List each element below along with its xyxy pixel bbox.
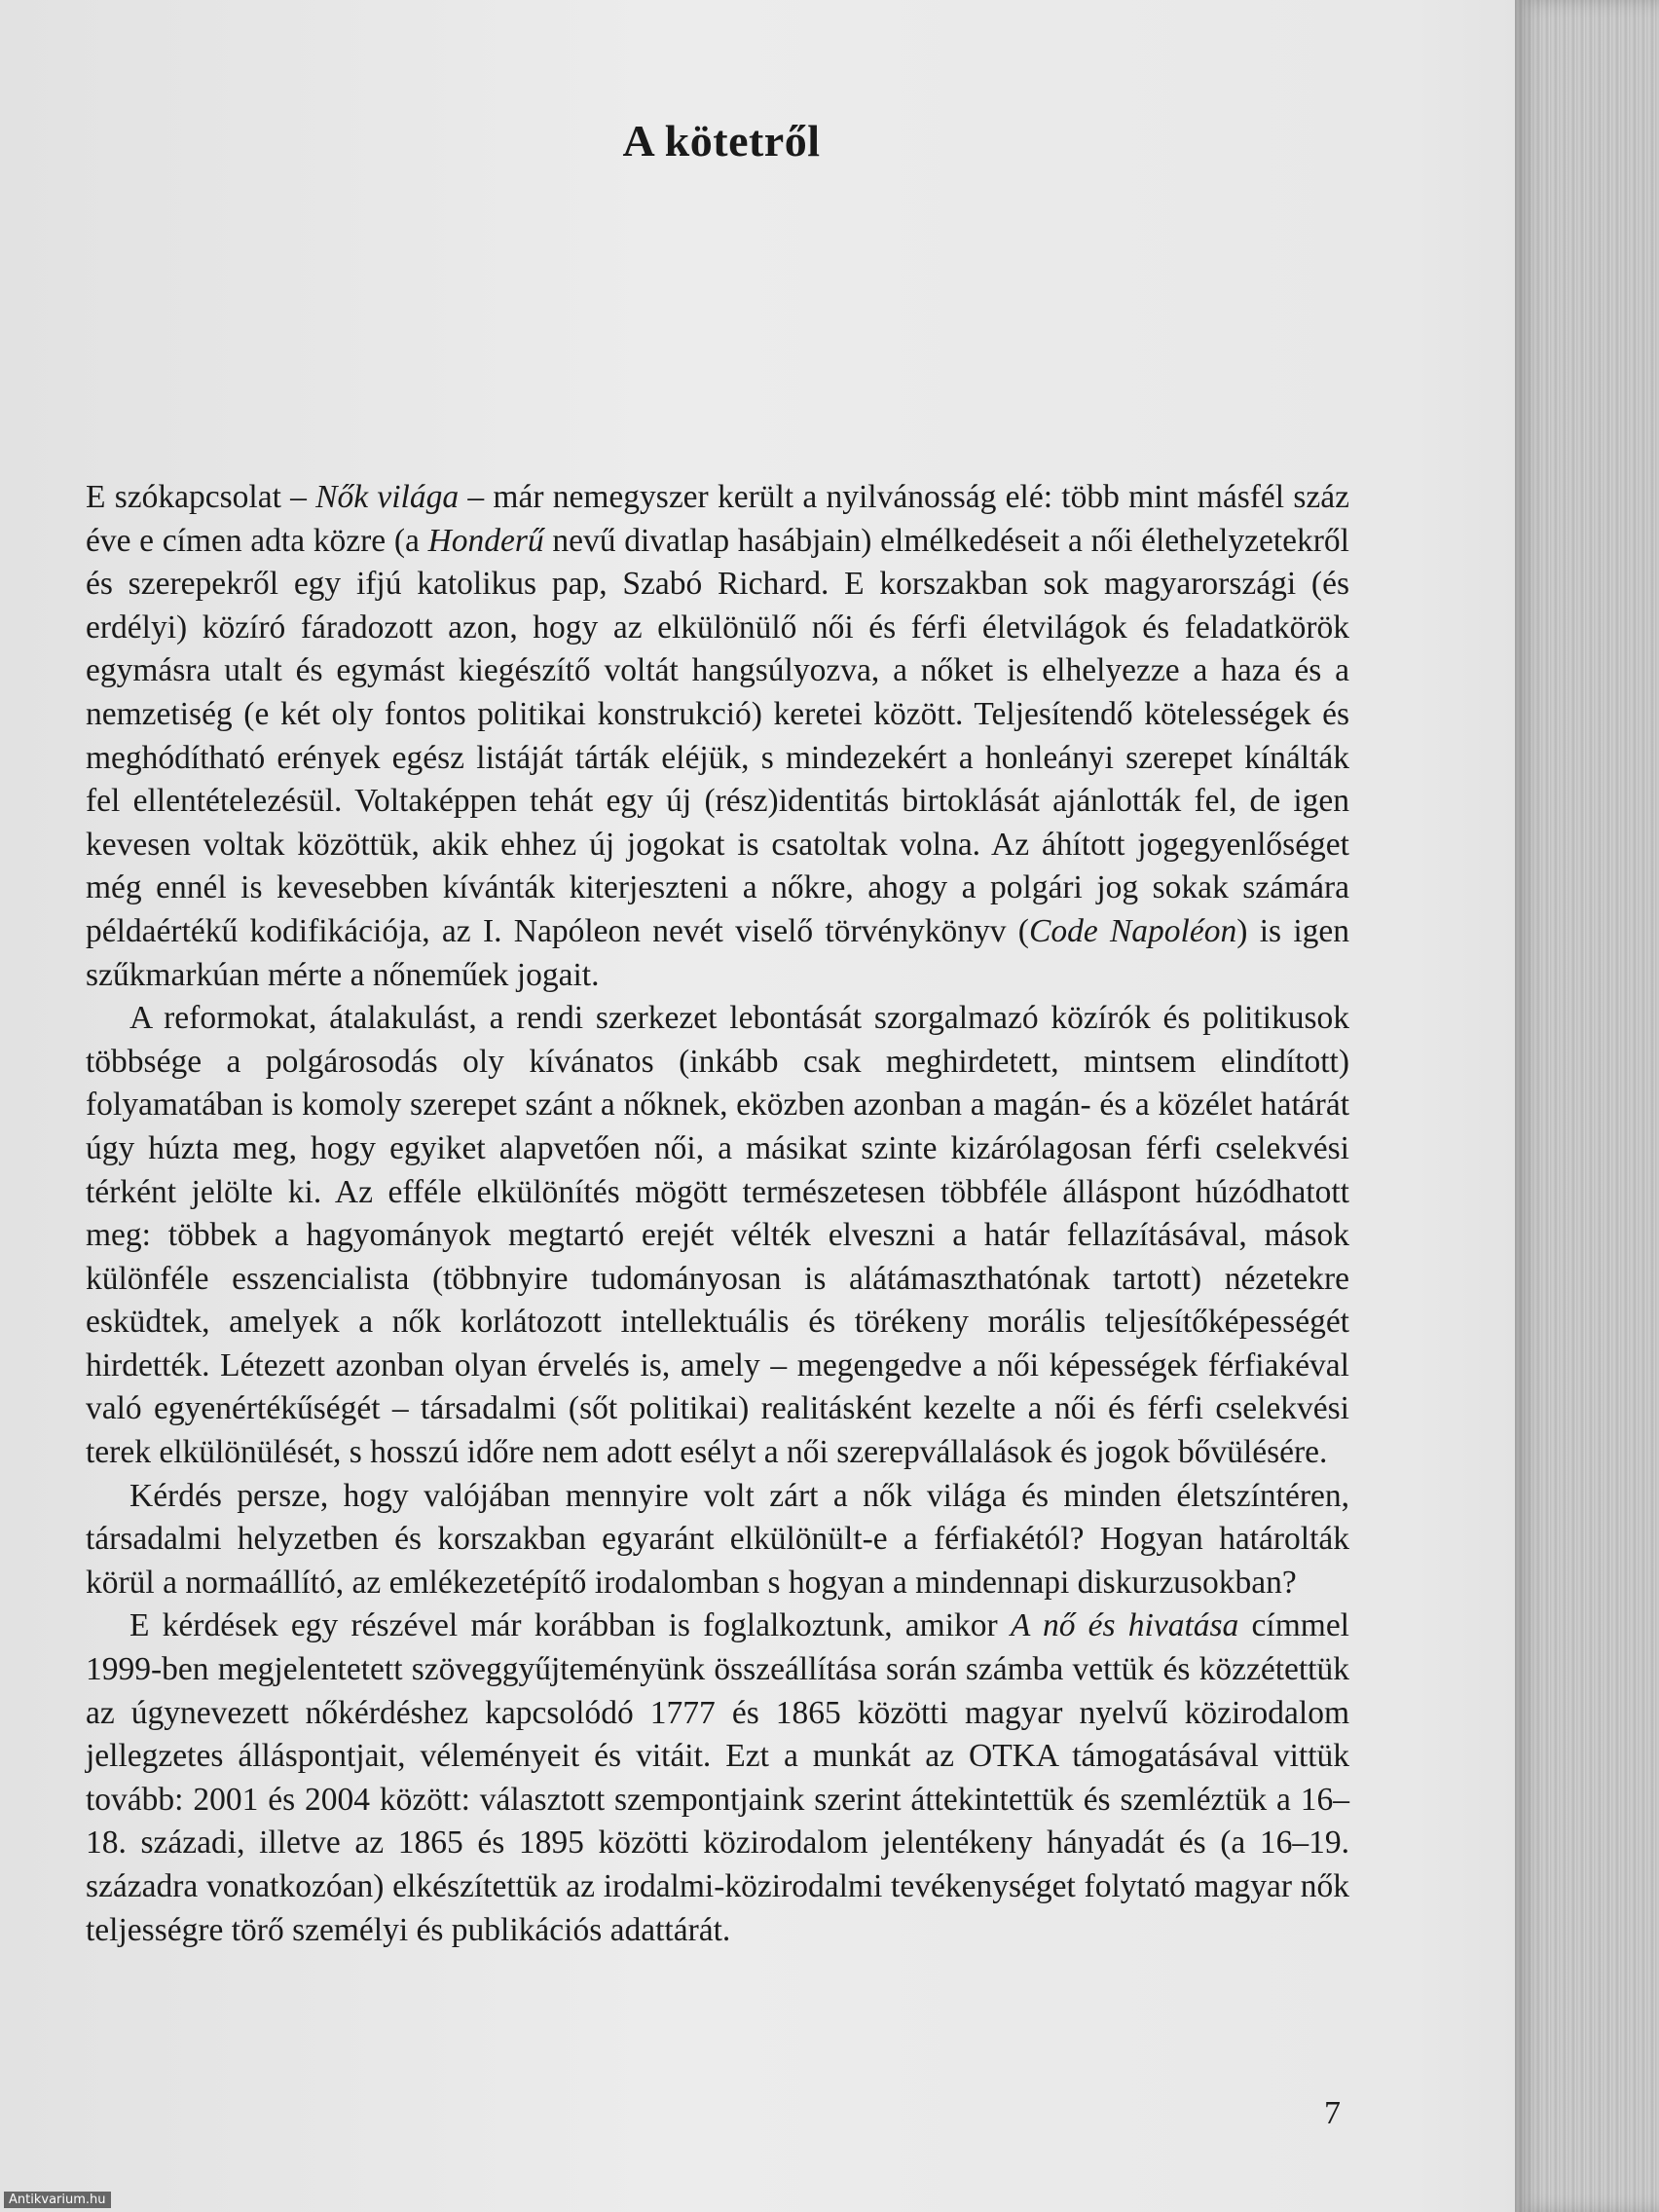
paragraph-text: Kérdés persze, hogy valójában mennyire volt zárt a nők világa és minden életszíntéren, társadalmi helyzetben és korszakban egyaránt elkülönült-e a férfiakétól? Hogyan határolták körül a normaállító, az emlékezetépítő irodalomban s hogyan a mindennapi diskurzusokban? <box>86 1477 1349 1601</box>
body-paragraph <box>86 997 1349 1475</box>
italic-title-text: Nők világa <box>315 479 460 515</box>
page-edge-shadow <box>1515 0 1659 2212</box>
chapter-title: A kötetről <box>622 116 821 166</box>
paragraph-text: – már nemegyszer került a nyilvánosság elé: több mint másfél száz éve e címen adta közre (a <box>86 479 1349 559</box>
body-paragraph <box>86 1604 1349 1952</box>
paragraph-text: ) is igen szűkmarkúan mérte a nőneműek jogait. <box>86 912 1349 993</box>
paragraph-text: E szókapcsolat – <box>86 479 316 515</box>
italic-title-text: Honderű <box>427 522 544 559</box>
page-content <box>86 115 1349 1952</box>
body-text <box>86 476 1349 1952</box>
body-paragraph <box>86 1475 1349 1605</box>
paragraph-text: nevű divatlap hasábjain) elmélkedéseit a női élethelyzetekről és szerepekről egy ifjú katolikus pap, Szabó Richard. E korszakban sok magyarországi (és erdélyi) közíró fáradozott azon, hogy az elkülönülő női és férfi életvilágok és feladatkörök egymásra utalt és egymást kiegészítő voltát hangsúlyozva, a nőket is elhelyezze a haza és a nemzetiség (e két oly fontos politikai konstrukció) keretei között. Teljesítendő kötelességek és meghódítható erények egész listáját tárták eléjük, s mindezekért a honleányi szerepet kínálták fel ellentételezésül. Voltaképpen tehát egy új (rész)identitás birtoklását ajánlották fel, de igen kevesen voltak közöttük, akik ehhez új jogokat is csatoltak volna. Az áhított jogegyenlőséget még ennél is kevesebben kívánták kiterjeszteni a nőkre, ahogy a polgári jog sokak számára példaértékű kodifikációja, az I. Napóleon nevét viselő törvénykönyv ( <box>86 522 1349 949</box>
body-paragraph <box>86 476 1349 997</box>
paragraph-text: címmel 1999-ben megjelentetett szöveggyűjteményünk összeállítása során számba vettük és közzétettük az úgynevezett nőkérdéshez kapcsolódó 1777 és 1865 közötti magyar nyelvű közirodalom jellegzetes álláspontjait, véleményeit és vitáit. Ezt a munkát az OTKA támogatásával vittük tovább: 2001 és 2004 között: választott szempontjaink szerint áttekintettük és szemléztük a 16–18. századi, illetve az 1865 és 1895 közötti közirodalom jelentékeny hányadát és (a 16–19. századra vonatkozóan) elkészítettük az irodalmi-közirodalmi tevékenységet folytató magyar nők teljességre törő személyi és publikációs adattárát. <box>86 1607 1349 1948</box>
page-number: 7 <box>1324 2095 1341 2131</box>
italic-title-text: A nő és hivatása <box>1010 1607 1239 1644</box>
paragraph-text: A reformokat, átalakulást, a rendi szerkezet lebontását szorgalmazó közírók és politikusok többsége a polgárosodás oly kívánatos (inkább csak meghirdetett, mintsem elindított) folyamatában is komoly szerepet szánt a nőknek, eközben azonban a magán- és a közélet határát úgy húzta meg, hogy egyiket alapvetően női, a másikat szinte kizárólagosan férfi cselekvési térként jelölte ki. Az efféle elkülönítés mögött természetesen többféle álláspont húzódhatott meg: többek a hagyományok megtartó erejét vélték elveszni a határ fellazításával, mások különféle esszencialista (többnyire tudományosan is alátámaszthatónak tartott) nézetekre esküdtek, amelyek a nők korlátozott intellektuális és törékeny morális teljesítőképességét hirdették. Létezett azonban olyan érvelés is, amely – megengedve a női képességek férfiakéval való egyenértékűségét – társadalmi (sőt politikai) realitásként kezelte a női és férfi cselekvési terek elkülönülését, s hosszú időre nem adott esélyt a női szerepvállalások és jogok bővülésére. <box>86 1000 1349 1471</box>
watermark-logo: Antikvarium.hu <box>4 2192 111 2208</box>
paragraph-text: E kérdések egy részével már korábban is foglalkoztunk, amikor <box>129 1607 1011 1644</box>
italic-title-text: Code Napoléon <box>1028 912 1237 949</box>
